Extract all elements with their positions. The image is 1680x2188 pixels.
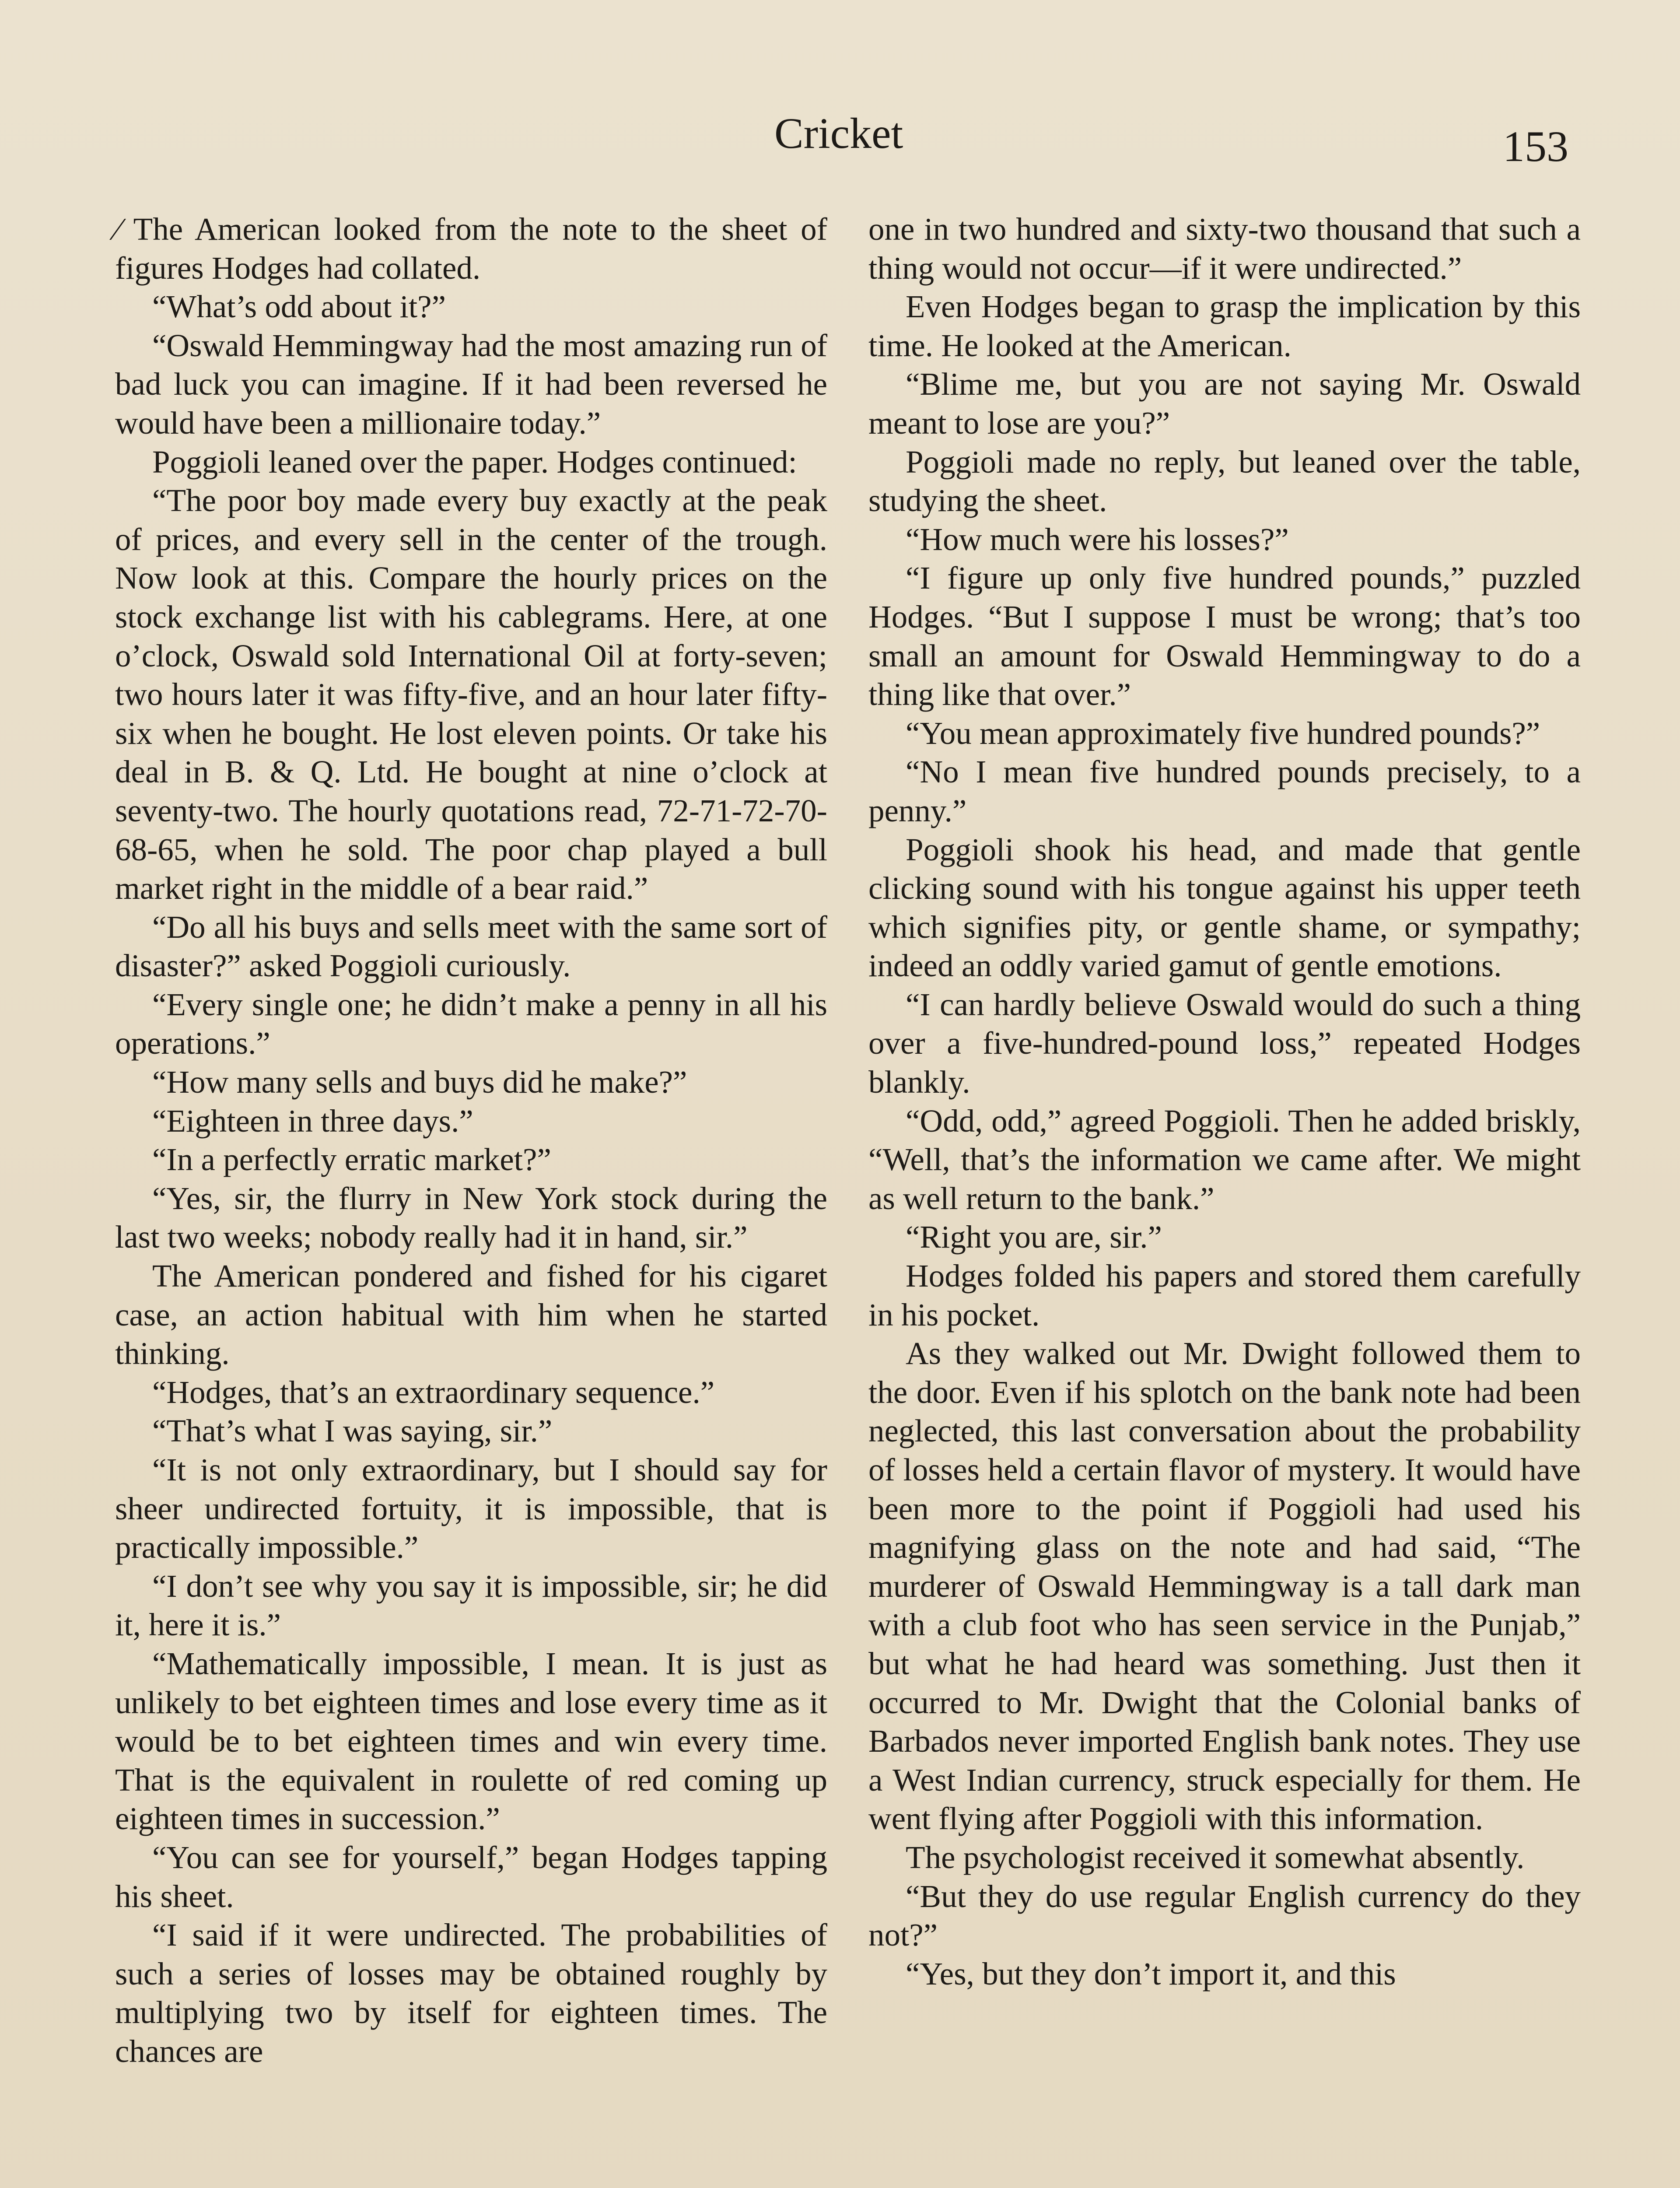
paragraph: “Every single one; he didn’t make a penny in all his operations.” — [115, 986, 827, 1061]
paragraph: “I said if it were undirected. The probabilities of such a series of losses may be obtained roughly by multiplying two by itself for eighteen times. The chances are — [115, 1917, 827, 2069]
left-text-column — [115, 210, 827, 2071]
paragraph: “But they do use regular English currency do they not?” — [868, 1878, 1581, 1953]
paragraph: “Right you are, sir.” — [906, 1219, 1162, 1255]
paragraph: one in two hundred and sixty-two thousand that such a thing would not occur—if it were undirected.” — [868, 211, 1581, 286]
paragraph: Hodges folded his papers and stored them carefully in his pocket. — [868, 1258, 1581, 1332]
paragraph: “It is not only extraordinary, but I should say for sheer undirected fortuity, it is impossible, that is practically impossible.” — [115, 1452, 827, 1565]
paragraph: Poggioli shook his head, and made that gentle clicking sound with his tongue against his upper teeth which signifies pity, or gentle shame, or sympathy; indeed an oddly varied gamut of gentle emotions. — [868, 831, 1581, 984]
paragraph: Even Hodges began to grasp the implication by this time. He looked at the American. — [868, 289, 1581, 363]
paragraph: “Yes, but they don’t import it, and this — [906, 1956, 1396, 1992]
paragraph: “You mean approximately five hundred pounds?” — [906, 715, 1540, 751]
paragraph: “How much were his losses?” — [906, 521, 1289, 557]
paragraph: The American pondered and fished for his cigaret case, an action habitual with him when he started thinking. — [115, 1258, 827, 1371]
paragraph: “Blime me, but you are not saying Mr. Oswald meant to lose are you?” — [868, 366, 1581, 441]
paragraph: Poggioli made no reply, but leaned over the table, studying the sheet. — [868, 444, 1581, 519]
paragraph: The psychologist received it somewhat absently. — [906, 1839, 1525, 1875]
paragraph: “Hodges, that’s an extraordinary sequence.” — [152, 1374, 715, 1410]
paragraph: “What’s odd about it?” — [152, 289, 446, 325]
paragraph: As they walked out Mr. Dwight followed them to the door. Even if his splotch on the bank note had been neglected, this last conversation about the probability of losses held a certain flavor of mystery. It would have been more to the point if Poggioli had used his magnifying glass on the note and had said, “The murderer of Oswald Hemmingway is a tall dark man with a club foot who has seen service in the Punjab,” but what he had heard was something. Just then it occurred to Mr. Dwight that the Colonial banks of Barbados never imported English bank notes. They use a West Indian currency, struck especially for them. He went flying after Poggioli with this information. — [868, 1336, 1581, 1837]
paragraph: “That’s what I was saying, sir.” — [152, 1413, 553, 1449]
paragraph: “No I mean five hundred pounds precisely, to a penny.” — [868, 754, 1581, 828]
paragraph: “Oswald Hemmingway had the most amazing run of bad luck you can imagine. If it had been reversed he would have been a millionaire today.” — [115, 327, 827, 441]
paragraph: ⁄ The American looked from the note to the sheet of figures Hodges had collated. — [115, 211, 827, 286]
paragraph: “You can see for yourself,” began Hodges tapping his sheet. — [115, 1839, 827, 1914]
paragraph: “The poor boy made every buy exactly at the peak of prices, and every sell in the center of the trough. Now look at this. Compare the hourly prices on the stock exchange list with his cablegrams. Here, at one o’clock, Oswald sold International Oil at forty-seven; two hours later it was fifty-five, and an hour later fifty-six when he bought. He lost eleven points. Or take his deal in B. & Q. Ltd. He bought at nine o’clock at seventy-two. The hourly quotations read, 72-71-72-70-68-65, when he sold. The poor chap played a bull market right in the middle of a bear raid.” — [115, 483, 827, 906]
right-text-column — [868, 210, 1581, 1993]
paragraph: “Yes, sir, the flurry in New York stock during the last two weeks; nobody really had it in hand, sir.” — [115, 1180, 827, 1255]
paragraph: Poggioli leaned over the paper. Hodges continued: — [152, 444, 797, 480]
paragraph: “In a perfectly erratic market?” — [152, 1142, 551, 1178]
running-title: Cricket — [774, 109, 903, 158]
paragraph: “How many sells and buys did he make?” — [152, 1064, 687, 1100]
page-number: 153 — [1503, 122, 1568, 171]
paragraph: “I don’t see why you say it is impossible, sir; he did it, here it is.” — [115, 1568, 827, 1643]
paragraph: “Mathematically impossible, I mean. It is just as unlikely to bet eighteen times and lose every time as it would be to bet eighteen times and win every time. That is the equivalent in roulette of red coming up eighteen times in succession.” — [115, 1645, 827, 1837]
paragraph: “I can hardly believe Oswald would do such a thing over a five-hundred-pound loss,” repeated Hodges blankly. — [868, 986, 1581, 1100]
paragraph: “Do all his buys and sells meet with the same sort of disaster?” asked Poggioli curiously. — [115, 909, 827, 984]
paragraph: “Odd, odd,” agreed Poggioli. Then he added briskly, “Well, that’s the information we came after. We might as well return to the bank.” — [868, 1103, 1581, 1216]
paragraph: “Eighteen in three days.” — [152, 1103, 473, 1139]
paragraph: “I figure up only five hundred pounds,” puzzled Hodges. “But I suppose I must be wrong; that’s too small an amount for Oswald Hemmingway to do a thing like that over.” — [868, 560, 1581, 712]
